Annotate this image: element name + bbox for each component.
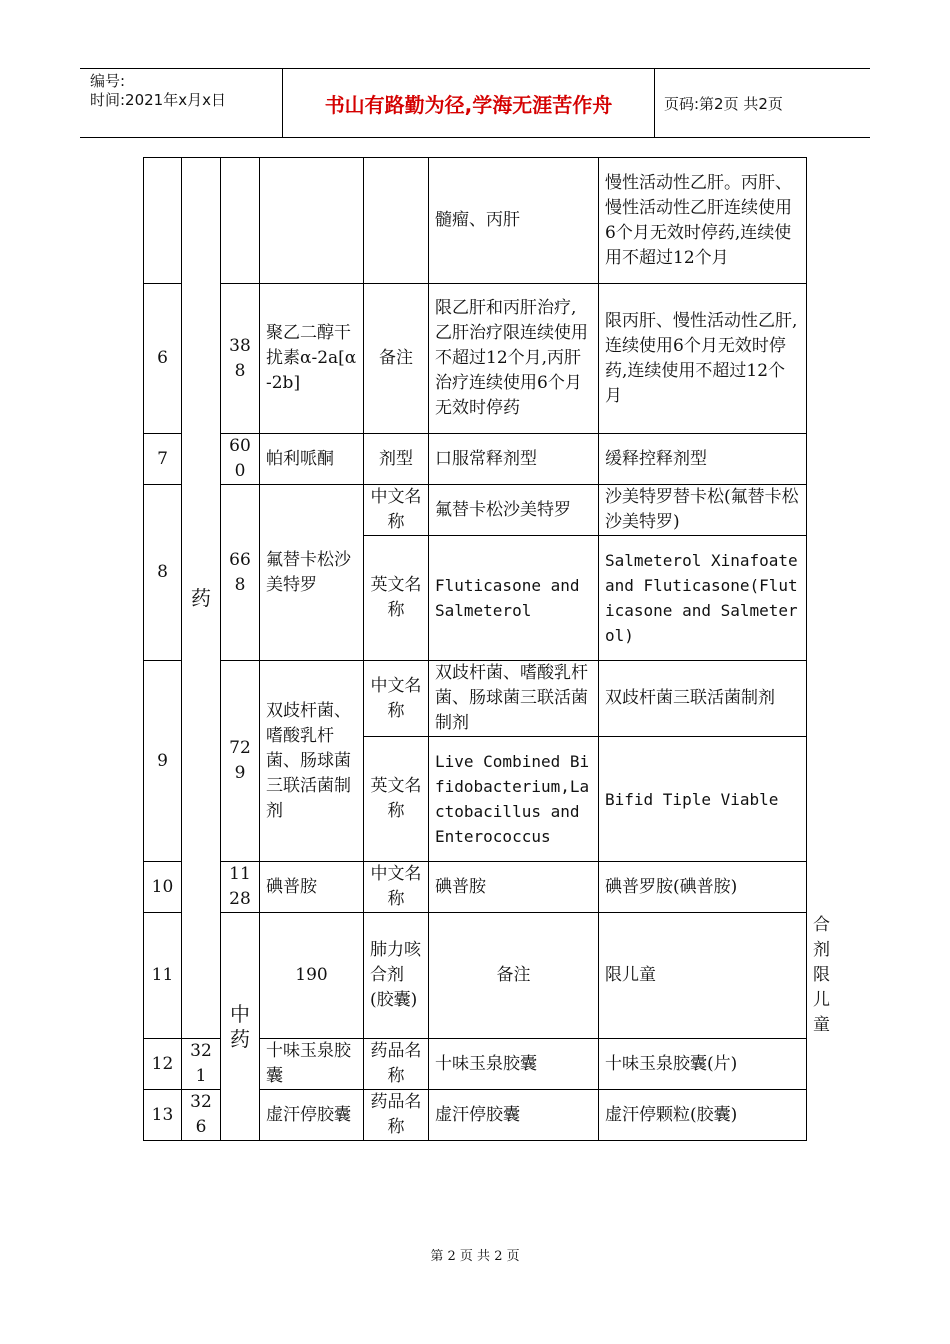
header-motto: 书山有路勤为径,学海无涯苦作舟: [324, 92, 613, 117]
row-number: 8: [144, 485, 182, 661]
drug-code: 1128: [221, 862, 260, 913]
original-content: 口服常释剂型: [429, 434, 599, 485]
field-name: 药品名称: [364, 1039, 429, 1090]
original-content: 氟替卡松沙美特罗: [429, 485, 599, 536]
table-row: [144, 284, 807, 434]
drug-code: 321: [182, 1039, 221, 1090]
drug-code: 668: [221, 485, 260, 661]
table-row: [144, 158, 807, 284]
drug-code: 326: [182, 1090, 221, 1141]
original-content: Fluticasone and Salmeterol: [429, 536, 599, 661]
field-name: 备注: [429, 913, 599, 1039]
field-name: 英文名称: [364, 536, 429, 661]
field-name: [364, 158, 429, 284]
category-tcm: 中药: [221, 913, 260, 1141]
original-content: 限儿童: [599, 913, 807, 1039]
table-row: 11 中药 190 肺力咳合剂(胶囊) 备注 限儿童 合剂限儿童: [144, 913, 807, 1039]
original-content: 碘普胺: [429, 862, 599, 913]
original-content: 双歧杆菌、嗜酸乳杆菌、肠球菌三联活菌制剂: [429, 661, 599, 737]
category-western: 药: [182, 158, 221, 1039]
drug-name: 碘普胺: [260, 862, 364, 913]
drug-code: [221, 158, 260, 284]
drug-revision-table: [143, 157, 830, 1141]
row-number: 12: [144, 1039, 182, 1090]
original-content: 髓瘤、丙肝: [429, 158, 599, 284]
row-number: 9: [144, 661, 182, 862]
revised-content: 虚汗停颗粒(胶囊): [599, 1090, 807, 1141]
field-name: 备注: [364, 284, 429, 434]
field-name: 中文名称: [364, 862, 429, 913]
revised-content: 沙美特罗替卡松(氟替卡松沙美特罗): [599, 485, 807, 536]
document-number: 编号:: [90, 72, 126, 90]
original-content: 虚汗停胶囊: [429, 1090, 599, 1141]
field-name: 剂型: [364, 434, 429, 485]
field-name: 中文名称: [364, 661, 429, 737]
revised-content: 缓释控释剂型: [599, 434, 807, 485]
table-row: [144, 434, 807, 485]
header-divider: [654, 69, 655, 137]
drug-code: 600: [221, 434, 260, 485]
revised-content: 慢性活动性乙肝。丙肝、慢性活动性乙肝连续使用6个月无效时停药,连续使用不超过12个月: [599, 158, 807, 284]
header-meta: [90, 72, 226, 110]
table-row: [144, 862, 807, 913]
row-number: 7: [144, 434, 182, 485]
row-number: 11: [144, 913, 182, 1039]
row-number: 10: [144, 862, 182, 913]
drug-code: 388: [221, 284, 260, 434]
revised-content: 十味玉泉胶囊(片): [599, 1039, 807, 1090]
field-name: 中文名称: [364, 485, 429, 536]
drug-code: 190: [260, 913, 364, 1039]
row-number: [144, 158, 182, 284]
document-time: 时间:2021年x月x日: [90, 91, 226, 109]
revised-content: 碘普罗胺(碘普胺): [599, 862, 807, 913]
row-number: 13: [144, 1090, 182, 1141]
drug-name: 聚乙二醇干扰素α-2a[α-2b]: [260, 284, 364, 434]
revised-content: 限丙肝、慢性活动性乙肝,连续使用6个月无效时停药,连续使用不超过12个月: [599, 284, 807, 434]
revised-content: Salmeterol Xinafoate and Fluticasone(Fluticasone and Salmeterol): [599, 536, 807, 661]
page-footer: 第 2 页 共 2 页: [430, 1249, 520, 1264]
drug-name: 氟替卡松沙美特罗: [260, 485, 364, 661]
table-row: [144, 661, 807, 737]
page-header: [80, 68, 870, 138]
drug-name: [260, 158, 364, 284]
original-content: 限乙肝和丙肝治疗,乙肝治疗限连续使用不超过12个月,丙肝治疗连续使用6个月无效时停药: [429, 284, 599, 434]
revised-content: Bifid Tiple Viable: [599, 737, 807, 862]
drug-name: 双歧杆菌、嗜酸乳杆菌、肠球菌三联活菌制剂: [260, 661, 364, 862]
revised-content: 双歧杆菌三联活菌制剂: [599, 661, 807, 737]
drug-name: 肺力咳合剂(胶囊): [364, 913, 429, 1039]
original-content: Live Combined Bifidobacterium,Lactobacillus and Enterococcus: [429, 737, 599, 862]
table-row: [144, 485, 807, 536]
drug-name: 十味玉泉胶囊: [260, 1039, 364, 1090]
original-content: 十味玉泉胶囊: [429, 1039, 599, 1090]
field-name: 英文名称: [364, 737, 429, 862]
drug-name: 帕利哌酮: [260, 434, 364, 485]
drug-code: 729: [221, 661, 260, 862]
drug-name: 虚汗停胶囊: [260, 1090, 364, 1141]
field-name: 药品名称: [364, 1090, 429, 1141]
row-number: 6: [144, 284, 182, 434]
header-page-number: 页码:第2页 共2页: [664, 94, 783, 113]
